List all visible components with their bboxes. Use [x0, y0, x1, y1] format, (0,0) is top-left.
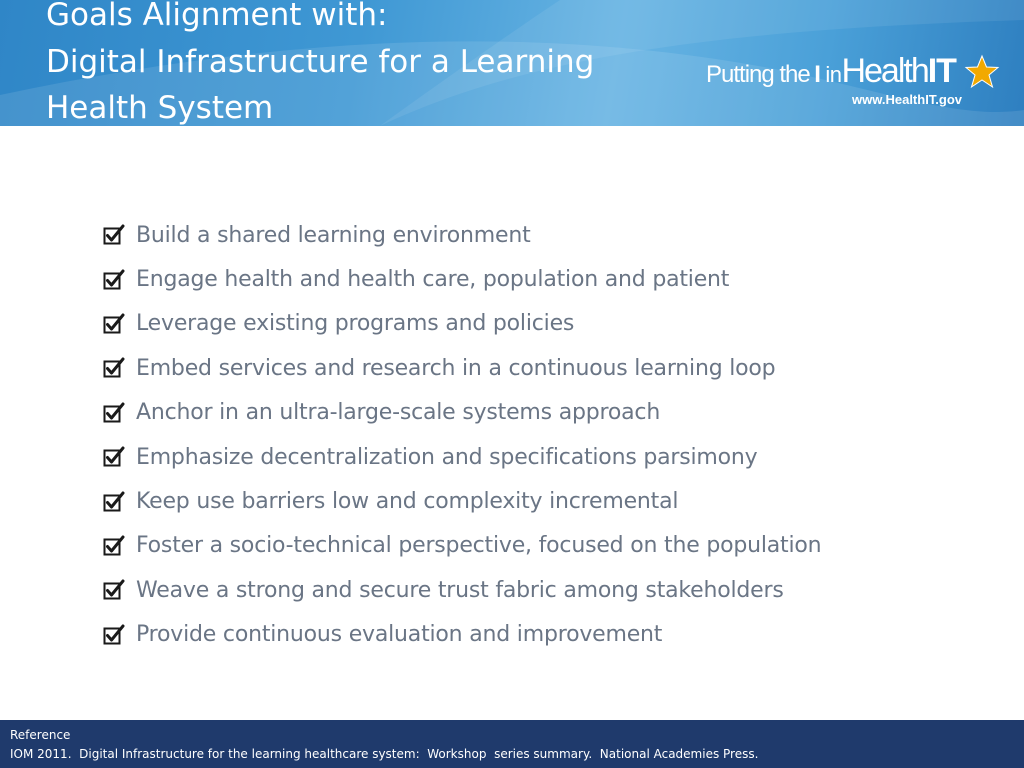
- title-line-3: Health System: [46, 90, 274, 126]
- goal-text: Emphasize decentralization and specifications parsimony: [136, 444, 758, 470]
- checkbox-checked-icon: [103, 224, 125, 246]
- list-item: [103, 524, 821, 568]
- checkbox-checked-icon: [103, 357, 125, 379]
- list-item: [103, 479, 821, 523]
- page-title: [46, 0, 594, 126]
- logo-url: www.HealthIT.gov: [852, 92, 963, 107]
- list-item: [103, 568, 821, 612]
- list-item: [103, 613, 821, 657]
- logo-it: IT: [927, 52, 956, 90]
- footer-label: Reference: [10, 728, 71, 742]
- reference-footer: [0, 720, 1024, 768]
- checkbox-checked-icon: [103, 624, 125, 646]
- goals-checklist: [103, 213, 821, 657]
- checkbox-checked-icon: [103, 313, 125, 335]
- title-line-1: Goals Alignment with:: [46, 0, 388, 33]
- healthit-logo: [706, 52, 1006, 112]
- list-item: [103, 257, 821, 301]
- goal-text: Provide continuous evaluation and improvement: [136, 622, 663, 648]
- logo-wordmark: [706, 52, 956, 91]
- goal-text: Embed services and research in a continuous learning loop: [136, 355, 776, 381]
- goal-text: Build a shared learning environment: [136, 222, 531, 248]
- goal-text: Keep use barriers low and complexity incremental: [136, 489, 679, 515]
- title-line-2: Digital Infrastructure for a Learning: [46, 43, 595, 80]
- logo-putting-the: Putting the: [706, 61, 810, 88]
- goal-text: Foster a socio-technical perspective, focused on the population: [136, 533, 822, 559]
- goal-text: Anchor in an ultra-large-scale systems approach: [136, 400, 661, 426]
- checkbox-checked-icon: [103, 491, 125, 513]
- checkbox-checked-icon: [103, 402, 125, 424]
- goal-text: Leverage existing programs and policies: [136, 311, 575, 337]
- list-item: [103, 391, 821, 435]
- list-item: [103, 302, 821, 346]
- list-item: [103, 435, 821, 479]
- list-item: [103, 346, 821, 390]
- goal-text: Engage health and health care, population and patient: [136, 267, 730, 293]
- checkbox-checked-icon: [103, 269, 125, 291]
- star-icon: [964, 54, 1000, 90]
- header-banner: [0, 0, 1024, 126]
- logo-health: Health: [841, 52, 928, 90]
- checkbox-checked-icon: [103, 579, 125, 601]
- footer-reference-text: IOM 2011. Digital Infrastructure for the learning healthcare system: Workshop series summary. National Academies Press.: [10, 747, 759, 761]
- checkbox-checked-icon: [103, 446, 125, 468]
- checkbox-checked-icon: [103, 535, 125, 557]
- logo-in: in: [825, 62, 842, 87]
- goal-text: Weave a strong and secure trust fabric among stakeholders: [136, 577, 784, 603]
- logo-i: I: [814, 61, 821, 88]
- list-item: [103, 213, 821, 257]
